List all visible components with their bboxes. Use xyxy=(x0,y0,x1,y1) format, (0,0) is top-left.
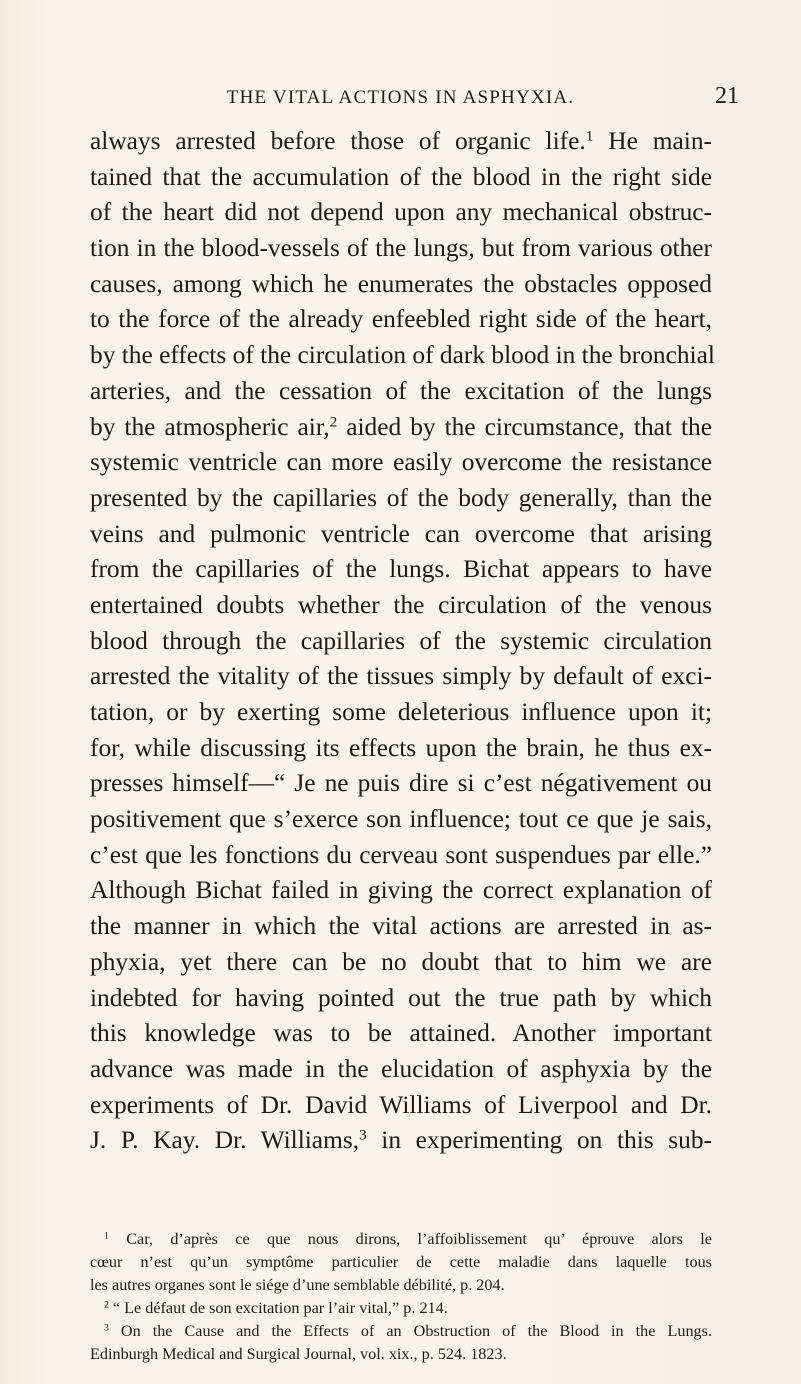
body-text xyxy=(90,124,715,1159)
footnote-ref-3: 3 xyxy=(359,1126,367,1144)
text-line: from the capillaries of the lungs. Bichat appears to have xyxy=(90,555,712,584)
footnote-2: $^2$ “ Le défaut de son excitation par l’air vital,” p. 214. xyxy=(104,1299,448,1317)
text-line: for, while discussing its effects upon the brain, he thus ex- xyxy=(90,733,712,762)
text-line: veins and pulmonic ventricle can overcome that arising xyxy=(90,519,712,548)
footnote-marker-3: 3 xyxy=(104,1322,109,1334)
text-line: experiments of Dr. David Williams of Liverpool and Dr. xyxy=(90,1090,712,1119)
footnote-ref-2: 2 xyxy=(329,413,338,431)
text-line: presented by the capillaries of the body generally, than the xyxy=(90,483,712,512)
footnote-marker-1: 1 xyxy=(104,1230,109,1242)
footnote-marker-2: 2 xyxy=(104,1299,109,1311)
text-line: tion in the blood-vessels of the lungs, but from various other xyxy=(90,234,712,263)
text-line: causes, among which he enumerates the obstacles opposed xyxy=(90,269,712,298)
text-line: to the force of the already enfeebled right side of the heart, xyxy=(90,305,712,334)
text-line: indebted for having pointed out the true path by which xyxy=(90,983,712,1012)
text-line: phyxia, yet there can be no doubt that to him we are xyxy=(90,947,712,976)
text-line: tained that the accumulation of the blood in the right side xyxy=(90,162,712,191)
text-line: arteries, and the cessation of the excitation of the lungs xyxy=(90,376,712,405)
text-line: advance was made in the elucidation of asphyxia by the xyxy=(90,1054,712,1083)
text-line: always arrested before those of organic life.$^1$ He main- xyxy=(90,127,712,155)
footnote-1: $^1$ Car, d’après ce que nous dirons, l’affoiblissement qu’ éprouve alors le xyxy=(104,1230,712,1248)
footnote-ref-1: 1 xyxy=(585,127,594,145)
text-line: J. P. Kay. Dr. Williams,$^3$ in experimenting on this sub- xyxy=(90,1126,712,1155)
text-line: tation, or by exerting some deleterious influence upon it; xyxy=(90,698,712,726)
page-number: 21 xyxy=(715,83,739,109)
text-line: systemic ventricle can more easily overcome the resistance xyxy=(90,448,712,477)
text-line: presses himself—“ Je ne puis dire si c’est négativement ou xyxy=(90,769,712,798)
text-line: by the effects of the circulation of dark blood in the bronchial xyxy=(90,341,715,370)
text-line: positivement que s’exerce son influence; tout ce que je sais, xyxy=(90,805,712,834)
running-title: THE VITAL ACTIONS IN ASPHYXIA. xyxy=(226,87,575,108)
footnote-1-line: les autres organes sont le siége d’une semblable débilité, p. 204. xyxy=(90,1276,505,1294)
text-line: arrested the vitality of the tissues simply by default of exci- xyxy=(90,662,712,691)
text-line: the manner in which the vital actions are arrested in as- xyxy=(90,912,712,941)
running-head xyxy=(0,83,801,113)
text-line: entertained doubts whether the circulation of the venous xyxy=(90,590,712,619)
footnote-3: $^3$ On the Cause and the Effects of an Obstruction of the Blood in the Lungs. xyxy=(104,1322,712,1340)
text-line: Although Bichat failed in giving the correct explanation of xyxy=(90,876,712,905)
footnotes xyxy=(90,1228,712,1366)
text-line: of the heart did not depend upon any mechanical obstruc- xyxy=(90,198,712,227)
footnote-3-line: Edinburgh Medical and Surgical Journal, vol. xix., p. 524. 1823. xyxy=(90,1345,507,1363)
text-line: by the atmospheric air,$^2$ aided by the circumstance, that the xyxy=(90,412,712,441)
text-line: blood through the capillaries of the systemic circulation xyxy=(90,626,712,655)
text-line: this knowledge was to be attained. Another important xyxy=(90,1019,712,1048)
footnote-1-line: cœur n’est qu’un symptôme particulier de cette maladie dans laquelle tous xyxy=(90,1253,712,1271)
text-line: c’est que les fonctions du cerveau sont suspendues par elle.” xyxy=(90,840,712,869)
